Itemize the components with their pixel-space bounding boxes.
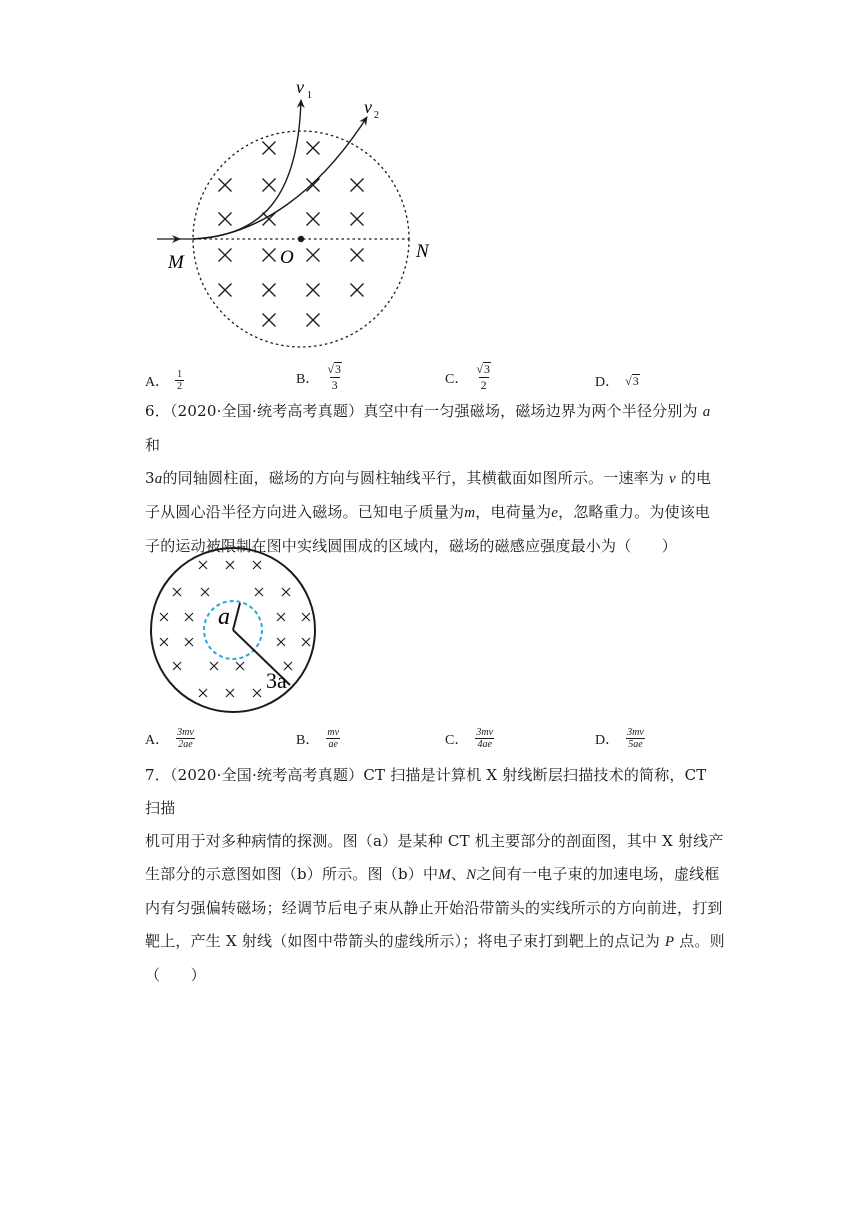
field-cross-mark [226,689,234,697]
label-v1: v [296,77,304,97]
field-cross-mark [263,142,276,155]
field-cross-mark [351,249,364,262]
field-cross-mark [255,588,263,596]
field-cross-mark [253,689,261,697]
option-label: D． [595,375,620,390]
field-cross-mark [173,588,181,596]
field-cross-mark [236,662,244,670]
radius-a [233,603,240,630]
question-6-text: 6．（2020·全国·统考高考真题）真空中有一匀强磁场，磁场边界为两个半径分别为 a 和 3a的同轴圆柱面，磁场的方向与圆柱轴线平行，其横截面如图所示。一速率为 v 的电 子从圆心沿半径方向进入磁场。已知电子质量为m，电荷量为e，忽略重力。为使该电 子的运动被限制在图中实线圆围成的区域内，磁场的磁感应强度最小为（ ） [145,402,712,555]
question-7-text: 7．（2020·全国·统考高考真题）CT 扫描是计算机 X 射线断层扫描技术的简称，CT 扫描 机可用于对多种病情的探测。图（a）是某种 CT 机主要部分的剖面图，其中 X 射线产 生部分的示意图如图（b）所示。图（b）中M、N之间有一电子束的加速电场，虚线框 内有匀强偏转磁场；经调节后电子束从静止开始沿带箭头的实线所示的方向前进，打到 靶上，产生 X 射线（如图中带箭头的虚线所示）；将电子束打到靶上的点记为 P 点。则 （ ） [145,766,725,984]
field-cross-mark [263,284,276,297]
field-cross-mark [226,561,234,569]
fraction: $\frac{1}{2}$ [177,369,183,392]
trajectory-v2 [193,117,367,239]
field-crosses [160,561,310,697]
trajectory-v1 [193,100,301,239]
option-label: C． [445,732,469,748]
field-cross-mark [307,213,320,226]
figure-concentric-field [145,545,325,725]
field-cross-mark [210,662,218,670]
label-v2: v [364,97,372,117]
field-cross-mark [351,213,364,226]
field-cross-mark [185,638,193,646]
field-cross-mark [160,638,168,646]
field-cross-mark [307,179,320,192]
label-v2-sub: 2 [374,110,379,121]
field-cross-mark [307,284,320,297]
fraction: √ 3 3 [327,362,341,392]
q6-option-a[interactable] [145,727,196,750]
field-cross-mark [263,179,276,192]
option-label: A． [145,732,170,748]
field-cross-mark [199,689,207,697]
field-cross-mark [282,588,290,596]
field-cross-mark [307,142,320,155]
q6-option-b[interactable] [296,727,341,750]
field-cross-mark [201,588,209,596]
option-label: B． [296,732,320,748]
field-cross-mark [199,561,207,569]
field-cross-mark [302,638,310,646]
label-M: M [168,252,184,273]
fraction: $\frac{3mv}{5ae}$ [627,727,644,750]
field-cross-mark [263,249,276,262]
label-3a: 3a [266,668,287,693]
q5-option-a[interactable] [145,369,184,392]
fraction: √ 3 2 [476,362,490,392]
label-N: N [416,241,429,262]
field-cross-mark [160,613,168,621]
field-cross-mark [219,213,232,226]
field-cross-mark [307,249,320,262]
field-cross-mark [277,613,285,621]
option-label: A． [145,374,170,390]
fraction: $\frac{3mv}{4ae}$ [476,727,494,750]
q5-option-d[interactable] [595,371,640,391]
field-cross-mark [219,179,232,192]
q6-option-d[interactable] [595,727,646,750]
field-cross-mark [351,284,364,297]
field-cross-mark [307,314,320,327]
field-cross-mark [173,662,181,670]
q5-option-c[interactable] [445,362,493,393]
field-cross-mark [219,249,232,262]
field-cross-mark [277,638,285,646]
field-cross-mark [302,613,310,621]
square-root: √ 3 [625,374,639,388]
option-label: B． [296,371,320,387]
field-cross-mark [185,613,193,621]
fraction: $\frac{3mv}{2ae}$ [177,727,194,750]
option-label: D． [595,732,620,748]
q6-option-c[interactable] [445,727,495,750]
figure-magnetic-field-trajectories [150,75,440,355]
label-v1-sub: 1 [307,90,312,101]
center-point-O [298,236,304,242]
field-cross-mark [263,314,276,327]
field-cross-mark [351,179,364,192]
label-O: O [280,247,294,268]
option-label: C． [445,371,469,387]
label-a: a [218,604,230,630]
field-cross-mark [219,284,232,297]
fraction: $\frac{mv}{ae}$ [327,727,340,750]
q5-option-b[interactable] [296,362,344,393]
field-cross-mark [253,561,261,569]
